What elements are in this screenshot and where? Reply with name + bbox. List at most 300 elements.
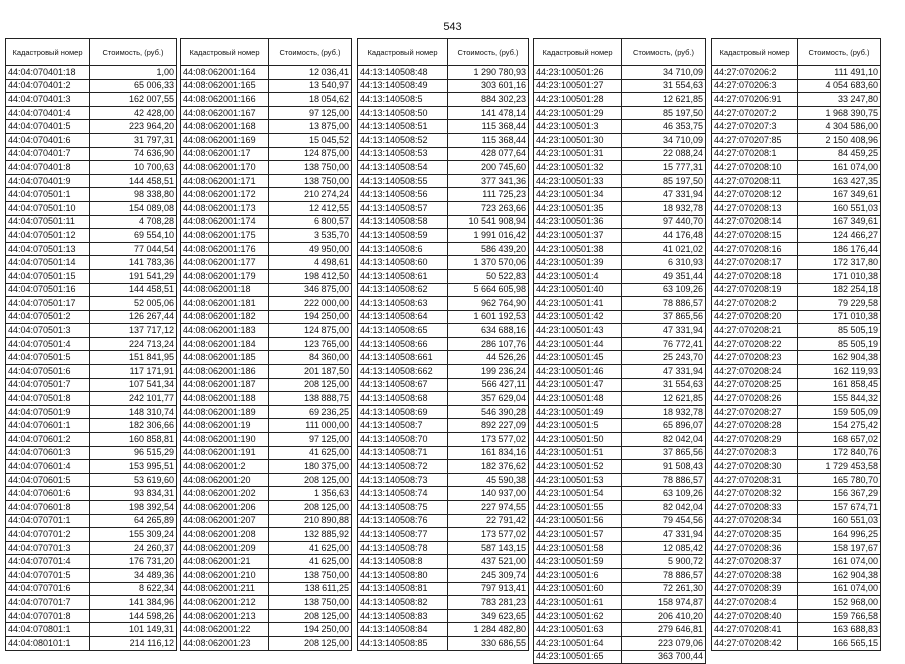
cost-cell: 111 491,10	[798, 66, 881, 80]
cadastral-number-cell: 44:13:140508:83	[358, 609, 448, 623]
cost-cell: 155 309,24	[90, 528, 177, 542]
table-header-row	[358, 39, 529, 66]
table-row	[181, 419, 352, 433]
cadastral-number-cell: 44:23:100501:43	[534, 324, 622, 338]
table-row	[534, 596, 706, 610]
cadastral-number-cell: 44:04:070401:5	[6, 120, 90, 134]
table-row	[181, 297, 352, 311]
table-row	[534, 514, 706, 528]
cadastral-number-cell: 44:23:100501:32	[534, 161, 622, 175]
cost-cell: 223 964,20	[90, 120, 177, 134]
table-row	[534, 93, 706, 107]
cadastral-number-cell: 44:27:070208:42	[712, 636, 798, 650]
cadastral-number-cell: 44:13:140508:55	[358, 174, 448, 188]
cost-cell: 892 227,09	[448, 419, 529, 433]
cost-cell: 101 149,31	[90, 623, 177, 637]
cost-cell: 1 601 192,53	[448, 310, 529, 324]
cost-cell: 84 360,00	[269, 351, 352, 365]
header-cadastral-number: Кадастровый номер	[358, 39, 448, 66]
cost-cell: 163 427,35	[798, 174, 881, 188]
cost-cell: 5 900,72	[622, 555, 706, 569]
cadastral-number-cell: 44:13:140508:51	[358, 120, 448, 134]
table-row	[358, 514, 529, 528]
cadastral-number-cell: 44:08:062001:168	[181, 120, 269, 134]
cadastral-number-cell: 44:23:100501:26	[534, 66, 622, 80]
cadastral-number-cell: 44:13:140508:80	[358, 568, 448, 582]
cost-cell: 18 932,78	[622, 405, 706, 419]
table-row	[712, 636, 881, 650]
cadastral-table-5	[711, 38, 881, 651]
table-row	[712, 487, 881, 501]
cadastral-number-cell: 44:08:062001:213	[181, 609, 269, 623]
cost-cell: 41 021,02	[622, 242, 706, 256]
cadastral-number-cell: 44:13:140508:68	[358, 392, 448, 406]
cost-cell: 4 304 586,00	[798, 120, 881, 134]
cadastral-number-cell: 44:27:070208:2	[712, 297, 798, 311]
table-row	[181, 161, 352, 175]
cadastral-number-cell: 44:08:062001:174	[181, 215, 269, 229]
cadastral-number-cell: 44:27:070208:24	[712, 365, 798, 379]
cadastral-number-cell: 44:23:100501:50	[534, 433, 622, 447]
cost-cell: 163 688,83	[798, 623, 881, 637]
table-row	[358, 609, 529, 623]
table-row	[358, 324, 529, 338]
table-row	[6, 623, 177, 637]
table-row	[6, 596, 177, 610]
cadastral-number-cell: 44:27:070208:22	[712, 337, 798, 351]
cadastral-number-cell: 44:13:140508:77	[358, 528, 448, 542]
cadastral-number-cell: 44:27:070208:27	[712, 405, 798, 419]
table-row	[712, 242, 881, 256]
cost-cell: 31 554,63	[622, 378, 706, 392]
cost-cell: 4 708,28	[90, 215, 177, 229]
cost-cell: 151 841,95	[90, 351, 177, 365]
cost-cell: 65 896,07	[622, 419, 706, 433]
cadastral-number-cell: 44:13:140508:50	[358, 106, 448, 120]
cost-cell: 79 229,58	[798, 297, 881, 311]
cadastral-number-cell: 44:23:100501:3	[534, 120, 622, 134]
header-cost: Стоимость, (руб.)	[269, 39, 352, 66]
cadastral-number-cell: 44:04:070501:13	[6, 242, 90, 256]
table-row	[6, 446, 177, 460]
table-row	[358, 93, 529, 107]
cost-cell: 41 625,00	[269, 541, 352, 555]
cadastral-number-cell: 44:23:100501:56	[534, 514, 622, 528]
cadastral-number-cell: 44:23:100501:6	[534, 568, 622, 582]
cadastral-number-cell: 44:23:100501:46	[534, 365, 622, 379]
cadastral-number-cell: 44:13:140508:7	[358, 419, 448, 433]
cost-cell: 74 636,90	[90, 147, 177, 161]
cost-cell: 182 376,62	[448, 460, 529, 474]
cadastral-number-cell: 44:04:070701:2	[6, 528, 90, 542]
cadastral-number-cell: 44:08:062001:190	[181, 433, 269, 447]
cost-cell: 111 725,23	[448, 188, 529, 202]
cost-cell: 63 109,26	[622, 283, 706, 297]
cadastral-number-cell: 44:08:062001:18	[181, 283, 269, 297]
cost-cell: 12 621,85	[622, 93, 706, 107]
table-row	[6, 215, 177, 229]
cost-cell: 586 439,20	[448, 242, 529, 256]
table-row	[712, 623, 881, 637]
cost-cell: 41 625,00	[269, 446, 352, 460]
table-row	[6, 297, 177, 311]
cadastral-number-cell: 44:23:100501:60	[534, 582, 622, 596]
table-row	[534, 636, 706, 650]
cost-cell: 1 290 780,93	[448, 66, 529, 80]
table-row	[712, 555, 881, 569]
cadastral-number-cell: 44:04:070701:1	[6, 514, 90, 528]
cadastral-number-cell: 44:23:100501:5	[534, 419, 622, 433]
cadastral-number-cell: 44:08:062001:183	[181, 324, 269, 338]
cadastral-number-cell: 44:23:100501:38	[534, 242, 622, 256]
table-row	[712, 120, 881, 134]
table-row	[6, 133, 177, 147]
cost-cell: 52 005,06	[90, 297, 177, 311]
cost-cell: 206 410,20	[622, 609, 706, 623]
table-row	[358, 283, 529, 297]
table-row	[6, 242, 177, 256]
cost-cell: 8 622,34	[90, 582, 177, 596]
table-row	[534, 120, 706, 134]
cadastral-number-cell: 44:27:070206:91	[712, 93, 798, 107]
table-row	[181, 229, 352, 243]
cost-cell: 208 125,00	[269, 609, 352, 623]
cadastral-number-cell: 44:27:070208:13	[712, 201, 798, 215]
table-row	[181, 433, 352, 447]
cadastral-number-cell: 44:23:100501:65	[534, 650, 622, 664]
cadastral-number-cell: 44:08:062001:202	[181, 487, 269, 501]
cost-cell: 208 125,00	[269, 501, 352, 515]
cadastral-number-cell: 44:23:100501:45	[534, 351, 622, 365]
cost-cell: 2 150 408,96	[798, 133, 881, 147]
cost-cell: 10 541 908,94	[448, 215, 529, 229]
cadastral-number-cell: 44:23:100501:34	[534, 188, 622, 202]
cadastral-number-cell: 44:04:070601:4	[6, 460, 90, 474]
cadastral-number-cell: 44:04:070701:5	[6, 568, 90, 582]
cost-cell: 141 478,14	[448, 106, 529, 120]
table-row	[712, 446, 881, 460]
cost-cell: 78 886,57	[622, 473, 706, 487]
cost-cell: 166 565,15	[798, 636, 881, 650]
table-row	[6, 405, 177, 419]
cost-cell: 160 551,03	[798, 514, 881, 528]
table-row	[358, 378, 529, 392]
cadastral-number-cell: 44:04:070501:2	[6, 310, 90, 324]
cadastral-number-cell: 44:13:140508:75	[358, 501, 448, 515]
cost-cell: 723 263,66	[448, 201, 529, 215]
cadastral-number-cell: 44:13:140508:53	[358, 147, 448, 161]
table-row	[181, 174, 352, 188]
table-row	[712, 501, 881, 515]
table-row	[712, 79, 881, 93]
table-row	[534, 229, 706, 243]
cost-cell: 10 700,63	[90, 161, 177, 175]
table-row	[6, 528, 177, 542]
table-row	[6, 188, 177, 202]
cost-cell: 346 875,00	[269, 283, 352, 297]
table-row	[6, 201, 177, 215]
table-row	[181, 392, 352, 406]
cost-cell: 22 791,42	[448, 514, 529, 528]
cadastral-number-cell: 44:23:100501:52	[534, 460, 622, 474]
cadastral-number-cell: 44:08:062001:22	[181, 623, 269, 637]
table-row	[712, 392, 881, 406]
cadastral-number-cell: 44:13:140508:76	[358, 514, 448, 528]
cadastral-number-cell: 44:27:070207:2	[712, 106, 798, 120]
cadastral-number-cell: 44:27:070208:36	[712, 541, 798, 555]
cadastral-number-cell: 44:27:070208:15	[712, 229, 798, 243]
table-row	[712, 201, 881, 215]
table-header-row	[181, 39, 352, 66]
table-row	[6, 269, 177, 283]
table-row	[534, 351, 706, 365]
table-row	[534, 473, 706, 487]
cost-cell: 140 937,00	[448, 487, 529, 501]
cost-cell: 50 522,83	[448, 269, 529, 283]
cadastral-number-cell: 44:23:100501:4	[534, 269, 622, 283]
cadastral-number-cell: 44:08:062001:2	[181, 460, 269, 474]
cadastral-number-cell: 44:04:070601:1	[6, 419, 90, 433]
cost-cell: 1 284 482,80	[448, 623, 529, 637]
cadastral-number-cell: 44:08:062001:177	[181, 256, 269, 270]
cost-cell: 279 646,81	[622, 623, 706, 637]
table-header-row	[712, 39, 881, 66]
cadastral-number-cell: 44:08:062001:21	[181, 555, 269, 569]
cost-cell: 47 331,94	[622, 188, 706, 202]
cadastral-number-cell: 44:04:070801:1	[6, 623, 90, 637]
cost-cell: 165 780,70	[798, 473, 881, 487]
cadastral-number-cell: 44:23:100501:53	[534, 473, 622, 487]
cost-cell: 1 991 016,42	[448, 229, 529, 243]
table-row	[712, 256, 881, 270]
cost-cell: 31 554,63	[622, 79, 706, 93]
cost-cell: 161 074,00	[798, 555, 881, 569]
table-row	[6, 541, 177, 555]
header-cost: Стоимость, (руб.)	[622, 39, 706, 66]
cost-cell: 377 341,36	[448, 174, 529, 188]
header-cost: Стоимость, (руб.)	[798, 39, 881, 66]
cost-cell: 349 623,65	[448, 609, 529, 623]
table-row	[358, 623, 529, 637]
cadastral-number-cell: 44:27:070207:3	[712, 120, 798, 134]
cadastral-number-cell: 44:13:140508:81	[358, 582, 448, 596]
table-row	[358, 161, 529, 175]
table-row	[6, 174, 177, 188]
cadastral-number-cell: 44:27:070208:31	[712, 473, 798, 487]
cadastral-number-cell: 44:23:100501:55	[534, 501, 622, 515]
cost-cell: 15 777,31	[622, 161, 706, 175]
cadastral-number-cell: 44:04:070401:8	[6, 161, 90, 175]
cost-cell: 210 274,24	[269, 188, 352, 202]
table-row	[712, 297, 881, 311]
cadastral-number-cell: 44:23:100501:39	[534, 256, 622, 270]
cost-cell: 107 541,34	[90, 378, 177, 392]
cost-cell: 47 331,94	[622, 528, 706, 542]
cadastral-number-cell: 44:13:140508:65	[358, 324, 448, 338]
table-row	[6, 337, 177, 351]
cadastral-number-cell: 44:08:062001:17	[181, 147, 269, 161]
cost-cell: 222 000,00	[269, 297, 352, 311]
table-row	[534, 310, 706, 324]
cadastral-number-cell: 44:08:062001:189	[181, 405, 269, 419]
cadastral-number-cell: 44:04:070601:8	[6, 501, 90, 515]
cadastral-number-cell: 44:27:070208:19	[712, 283, 798, 297]
table-row	[358, 568, 529, 582]
cadastral-number-cell: 44:04:070501:14	[6, 256, 90, 270]
table-row	[181, 120, 352, 134]
table-row	[181, 283, 352, 297]
cost-cell: 13 875,00	[269, 120, 352, 134]
table-row	[534, 242, 706, 256]
cost-cell: 85 197,50	[622, 106, 706, 120]
cadastral-number-cell: 44:04:070601:5	[6, 473, 90, 487]
cadastral-number-cell: 44:23:100501:61	[534, 596, 622, 610]
cost-cell: 173 577,02	[448, 528, 529, 542]
cost-cell: 33 247,80	[798, 93, 881, 107]
cost-cell: 194 250,00	[269, 310, 352, 324]
cadastral-number-cell: 44:08:062001:208	[181, 528, 269, 542]
table-row	[6, 161, 177, 175]
cost-cell: 13 540,97	[269, 79, 352, 93]
cadastral-number-cell: 44:27:070206:2	[712, 66, 798, 80]
table-row	[6, 310, 177, 324]
cost-cell: 162 904,38	[798, 568, 881, 582]
cadastral-number-cell: 44:27:070208:23	[712, 351, 798, 365]
cost-cell: 1 729 453,58	[798, 460, 881, 474]
cadastral-number-cell: 44:13:140508:62	[358, 283, 448, 297]
cost-cell: 1 356,63	[269, 487, 352, 501]
table-row	[534, 650, 706, 664]
cadastral-number-cell: 44:27:070208:26	[712, 392, 798, 406]
cost-cell: 93 834,31	[90, 487, 177, 501]
table-row	[358, 460, 529, 474]
table-row	[358, 66, 529, 80]
cadastral-number-cell: 44:27:070208:10	[712, 161, 798, 175]
cadastral-number-cell: 44:04:070501:7	[6, 378, 90, 392]
cadastral-number-cell: 44:27:070208:41	[712, 623, 798, 637]
table-row	[534, 215, 706, 229]
cost-cell: 91 508,43	[622, 460, 706, 474]
cost-cell: 53 619,60	[90, 473, 177, 487]
table-row	[534, 324, 706, 338]
table-row	[358, 269, 529, 283]
cadastral-number-cell: 44:08:062001:181	[181, 297, 269, 311]
table-row	[712, 365, 881, 379]
cost-cell: 159 766,58	[798, 609, 881, 623]
cadastral-number-cell: 44:13:140508:57	[358, 201, 448, 215]
table-row	[358, 133, 529, 147]
cost-cell: 546 390,28	[448, 405, 529, 419]
cost-cell: 186 176,44	[798, 242, 881, 256]
table-row	[534, 66, 706, 80]
cost-cell: 303 601,16	[448, 79, 529, 93]
cadastral-number-cell: 44:04:070401:3	[6, 93, 90, 107]
cadastral-number-cell: 44:13:140508:60	[358, 256, 448, 270]
header-cadastral-number: Кадастровый номер	[534, 39, 622, 66]
table-row	[181, 514, 352, 528]
table-row	[534, 161, 706, 175]
table-row	[358, 487, 529, 501]
table-row	[181, 66, 352, 80]
cadastral-number-cell: 44:27:070208:25	[712, 378, 798, 392]
cadastral-number-cell: 44:13:140508:662	[358, 365, 448, 379]
cadastral-number-cell: 44:27:070208:1	[712, 147, 798, 161]
cost-cell: 85 505,19	[798, 337, 881, 351]
cost-cell: 111 000,00	[269, 419, 352, 433]
cost-cell: 82 042,04	[622, 433, 706, 447]
table-row	[712, 229, 881, 243]
table-row	[181, 596, 352, 610]
table-row	[712, 337, 881, 351]
cost-cell: 41 625,00	[269, 555, 352, 569]
cadastral-number-cell: 44:23:100501:59	[534, 555, 622, 569]
cost-cell: 214 116,12	[90, 636, 177, 650]
cost-cell: 587 143,15	[448, 541, 529, 555]
cadastral-number-cell: 44:23:100501:49	[534, 405, 622, 419]
table-row	[358, 174, 529, 188]
table-row	[534, 501, 706, 515]
cadastral-number-cell: 44:04:070501:15	[6, 269, 90, 283]
table-row	[181, 636, 352, 650]
cadastral-number-cell: 44:23:100501:41	[534, 297, 622, 311]
table-row	[181, 133, 352, 147]
table-row	[358, 310, 529, 324]
cost-cell: 141 384,96	[90, 596, 177, 610]
table-row	[712, 473, 881, 487]
cost-cell: 634 688,16	[448, 324, 529, 338]
table-row	[6, 487, 177, 501]
cost-cell: 191 541,29	[90, 269, 177, 283]
table-row	[358, 636, 529, 650]
cadastral-number-cell: 44:27:070208:34	[712, 514, 798, 528]
cost-cell: 242 101,77	[90, 392, 177, 406]
cadastral-number-cell: 44:04:070701:4	[6, 555, 90, 569]
table-row	[534, 365, 706, 379]
cost-cell: 69 554,10	[90, 229, 177, 243]
cost-cell: 4 054 683,60	[798, 79, 881, 93]
table-row	[6, 283, 177, 297]
cost-cell: 884 302,23	[448, 93, 529, 107]
cadastral-number-cell: 44:04:070501:8	[6, 392, 90, 406]
table-row	[358, 188, 529, 202]
cadastral-number-cell: 44:08:062001:23	[181, 636, 269, 650]
cost-cell: 141 783,36	[90, 256, 177, 270]
cost-cell: 153 995,51	[90, 460, 177, 474]
cadastral-number-cell: 44:23:100501:51	[534, 446, 622, 460]
table-row	[358, 120, 529, 134]
cadastral-number-cell: 44:23:100501:33	[534, 174, 622, 188]
cadastral-number-cell: 44:04:070701:8	[6, 609, 90, 623]
cadastral-number-cell: 44:27:070208:38	[712, 568, 798, 582]
cost-cell: 126 267,44	[90, 310, 177, 324]
cadastral-number-cell: 44:13:140508:73	[358, 473, 448, 487]
table-row	[6, 351, 177, 365]
cadastral-number-cell: 44:13:140508:69	[358, 405, 448, 419]
cadastral-table-2	[180, 38, 352, 651]
page-number: 543	[443, 21, 462, 33]
table-row	[181, 501, 352, 515]
cost-cell: 1 968 390,75	[798, 106, 881, 120]
cost-cell: 97 125,00	[269, 106, 352, 120]
table-row	[181, 555, 352, 569]
cost-cell: 47 331,94	[622, 365, 706, 379]
table-row	[358, 365, 529, 379]
cost-cell: 158 974,87	[622, 596, 706, 610]
cadastral-number-cell: 44:27:070208:37	[712, 555, 798, 569]
cadastral-number-cell: 44:27:070208:39	[712, 582, 798, 596]
cadastral-number-cell: 44:13:140508:58	[358, 215, 448, 229]
cost-cell: 69 236,25	[269, 405, 352, 419]
